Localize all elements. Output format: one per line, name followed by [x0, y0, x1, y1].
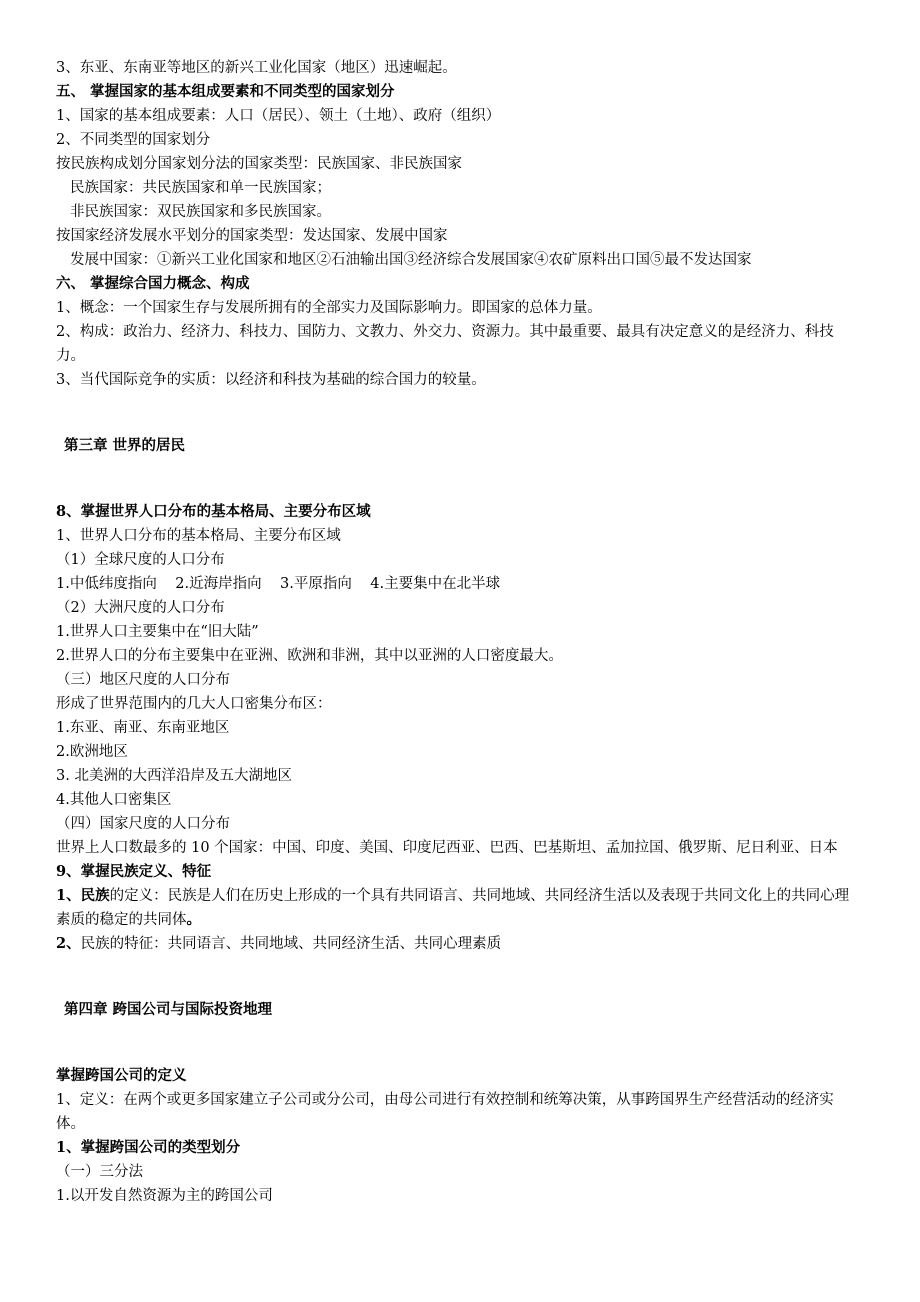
text-line: 发展中国家：①新兴工业化国家和地区②石油输出国③经济综合发展国家④农矿原料出口国⑤最不发达国家 [70, 252, 752, 268]
text-span: 。 [186, 911, 201, 928]
section-heading: 1、掌握跨国公司的类型划分 [56, 1139, 241, 1156]
text-line [56, 932, 860, 956]
text-line: （三）地区尺度的人口分布 [56, 672, 230, 688]
text-line: 1、国家的基本组成要素：人口（居民）、领土（土地）、政府（组织） [56, 108, 501, 124]
text-line: 4.其他人口密集区 [56, 792, 172, 808]
text-line: 3、东亚、东南亚等地区的新兴工业化国家（地区）迅速崛起。 [56, 60, 457, 76]
text-line: 2.欧洲地区 [56, 744, 128, 760]
text-line: 1.世界人口主要集中在“旧大陆” [56, 624, 259, 640]
spacer [56, 1022, 860, 1064]
text-paragraph: 2、构成：政治力、经济力、科技力、国防力、文教力、外交力、资源力。其中最重要、最具有决定意义的是经济力、科技力。 [56, 324, 834, 364]
chapter-title: 第四章 跨国公司与国际投资地理 [64, 1001, 273, 1018]
chapter-title: 第三章 世界的居民 [64, 437, 186, 454]
text-line: 1、概念：一个国家生存与发展所拥有的全部实力及国际影响力。即国家的总体力量。 [56, 300, 602, 316]
section-heading: 六、 掌握综合国力概念、构成 [56, 275, 250, 292]
text-paragraph: 1、定义：在两个或更多国家建立子公司或分公司，由母公司进行有效控制和统筹决策，从事跨国界生产经营活动的经济实体。 [56, 1092, 834, 1132]
text-line: （一）三分法 [56, 1164, 143, 1180]
text-line: 民族国家：共民族国家和单一民族国家； [70, 180, 331, 196]
spacer [56, 458, 860, 500]
text-line: 2.世界人口的分布主要集中在亚洲、欧洲和非洲，其中以亚洲的人口密度最大。 [56, 648, 563, 664]
section-heading: 9、掌握民族定义、特征 [56, 863, 212, 880]
text-line: 形成了世界范围内的几大人口密集分布区： [56, 696, 332, 712]
text-span: 的定义：民族是人们在历史上形成的一个具有共同语言、共同地域、共同经济生活以及表现于共同文化上的共同心理素质的稳定的共同体 [56, 888, 850, 928]
text-line: 3. 北美洲的大西洋沿岸及五大湖地区 [56, 768, 292, 784]
text-paragraph: 世界上人口数最多的 10 个国家：中国、印度、美国、印度尼西亚、巴西、巴基斯坦、孟加拉国、俄罗斯、尼日利亚、日本 [56, 840, 838, 856]
text-line: （四）国家尺度的人口分布 [56, 816, 230, 832]
text-paragraph [56, 884, 860, 932]
text-line: （2）大洲尺度的人口分布 [56, 600, 225, 616]
text-span: 民族的特征：共同语言、共同地域、共同经济生活、共同心理素质 [80, 936, 502, 952]
section-heading: 8、掌握世界人口分布的基本格局、主要分布区域 [56, 503, 371, 520]
text-line: 1.中低纬度指向 2.近海岸指向 3.平原指向 4.主要集中在北半球 [56, 576, 501, 592]
text-line: （1）全球尺度的人口分布 [56, 552, 225, 568]
spacer [56, 392, 860, 434]
spacer [56, 956, 860, 998]
text-line: 2、不同类型的国家划分 [56, 132, 211, 148]
section-heading: 掌握跨国公司的定义 [56, 1067, 187, 1084]
text-line: 按民族构成划分国家划分法的国家类型：民族国家、非民族国家 [56, 156, 462, 172]
bold-term: 1、民族 [56, 887, 110, 904]
text-line: 3、当代国际竞争的实质：以经济和科技为基础的综合国力的较量。 [56, 372, 486, 388]
text-line: 非民族国家：双民族国家和多民族国家。 [70, 204, 331, 220]
text-line: 1、世界人口分布的基本格局、主要分布区域 [56, 528, 341, 544]
section-heading: 五、 掌握国家的基本组成要素和不同类型的国家划分 [56, 83, 395, 100]
bold-term: 2、 [56, 935, 81, 952]
text-line: 1.东亚、南亚、东南亚地区 [56, 720, 230, 736]
text-line: 1.以开发自然资源为主的跨国公司 [56, 1188, 273, 1204]
text-line: 按国家经济发展水平划分的国家类型：发达国家、发展中国家 [56, 228, 448, 244]
